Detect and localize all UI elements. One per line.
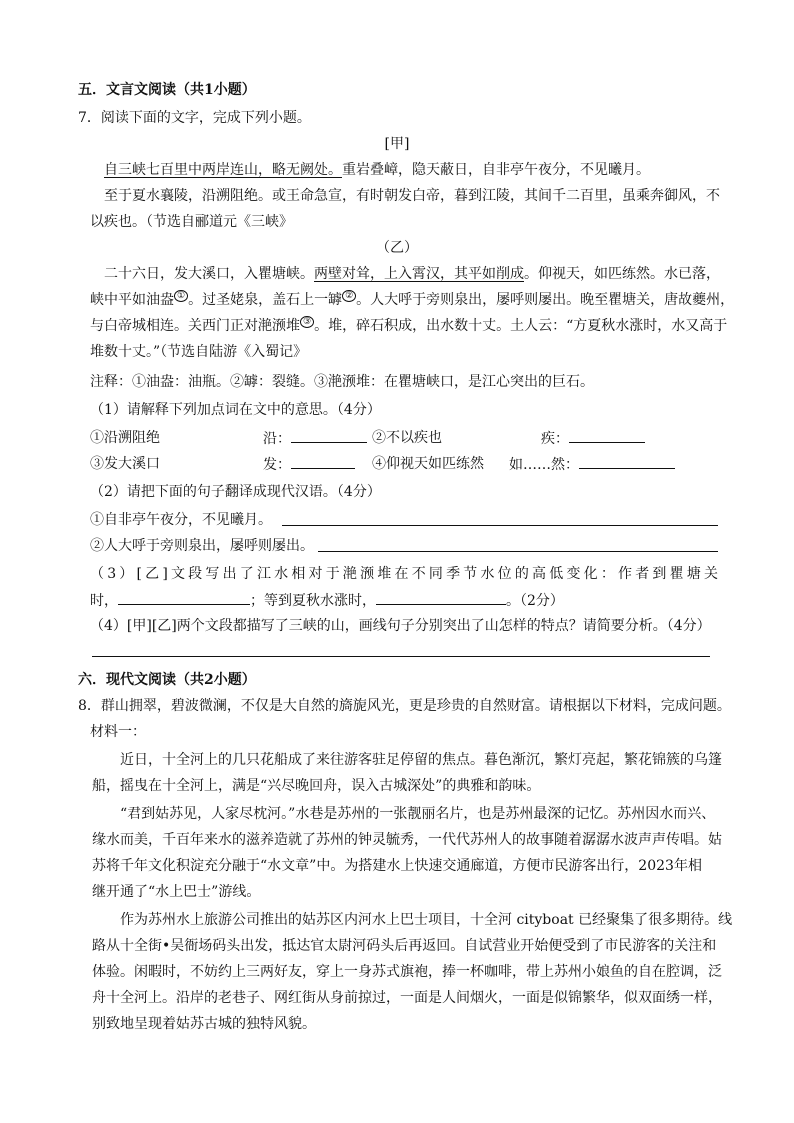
section-6-heading: 六．现代文阅读（共2小题） xyxy=(78,672,256,688)
q2-item-a: ①自非亭午夜分，不见曦月。 xyxy=(90,512,272,528)
answer-blank-q3-second[interactable] xyxy=(376,590,506,605)
q1-item-c-answer: 发： xyxy=(263,454,355,475)
passage-yi-mark: （乙） xyxy=(376,240,418,256)
answer-line-q2a[interactable] xyxy=(282,525,718,526)
answer-blank-ru-ran[interactable] xyxy=(579,454,675,469)
m1-p3-line4: 舟十全河上。沿岸的老巷子、网红街从身前掠过，一面是人间烟火，一面是似锦繁华，似双面绣一样， xyxy=(92,990,722,1006)
sub-question-3-line1: （3）[乙]文段写出了江水相对于滟滪堆在不同季节水位的高低变化：作者到瞿塘关 xyxy=(90,566,718,582)
passage-jia-mark: [甲] xyxy=(384,136,410,152)
sub-question-1: （1）请解释下列加点词在文中的意思。（4分） xyxy=(90,402,381,418)
m1-p2-line1: “君到姑苏见，人家尽枕河。”水巷是苏州的一张靓丽名片，也是苏州最深的记忆。苏州因水而兴、 xyxy=(120,806,716,822)
m1-p2-line2: 缘水而美，千百年来水的滋养造就了苏州的钟灵毓秀，一代代苏州人的故事随着潺潺水波声声传唱。姑 xyxy=(92,832,722,848)
answer-line-q4[interactable] xyxy=(92,656,710,657)
m1-p3-line1: 作为苏州水上旅游公司推出的姑苏区内河水上巴士项目，十全河 cityboat 已经聚集了很多期待。线 xyxy=(120,912,733,928)
sub-question-4: （4）[甲][乙]两个文段都描写了三峡的山，画线句子分别突出了山怎样的特点？请简要分析。（4分） xyxy=(90,618,711,634)
q1-item-a-answer: 沿： xyxy=(263,428,367,449)
question-8-intro: 8．群山拥翠，碧波微澜，不仅是大自然的旖旎风光，更是珍贵的自然财富。请根据以下材料，完成问题。 xyxy=(78,698,731,714)
passage-jia-p1: 自三峡七百里中两岸连山，略无阙处。重岩叠嶂，隐天蔽日，自非亭午夜分，不见曦月。 xyxy=(104,162,650,178)
q1-item-d: ④仰视天如匹练然 xyxy=(372,456,484,472)
note-marker-1: ① xyxy=(174,290,188,302)
sub-question-2: （2）请把下面的句子翻译成现代汉语。（4分） xyxy=(90,484,381,500)
m1-p1-line1: 近日，十全河上的几只花船成了来往游客驻足停留的焦点。暮色渐沉，繁灯亮起，繁花锦簇的乌篷 xyxy=(120,752,722,768)
passage-yi-line1: 二十六日，发大溪口，入瞿塘峡。两壁对耸，上入霄汉，其平如削成。仰视天，如匹练然。水已落， xyxy=(104,266,720,282)
note-marker-3: ③ xyxy=(300,316,314,328)
m1-p3-line5: 别致地呈现着姑苏古城的独特风貌。 xyxy=(92,1016,316,1032)
answer-blank-fa[interactable] xyxy=(291,454,355,469)
passage-yi-line3: 与白帝城相连。关西门正对滟滪堆 ③ 。堆，碎石积成，出水数十丈。土人云：“方夏秋水涨时，水又高于 xyxy=(90,317,728,334)
q1-item-c: ③发大溪口 xyxy=(90,456,160,472)
section-5-heading: 五．文言文阅读（共1小题） xyxy=(78,82,256,98)
m1-p2-line4: 继开通了“水上巴士”游线。 xyxy=(92,884,261,900)
m1-p1-line2: 船，摇曳在十全河上，满是“兴尽晚回舟，误入古城深处”的典雅和韵味。 xyxy=(92,778,541,794)
passage-yi-line4: 堆数十丈。”（节选自陆游《入蜀记》 xyxy=(90,344,308,360)
q1-item-b-answer: 疾： xyxy=(541,428,645,449)
sub-question-3-line2: 时， ；等到夏秋水涨时， 。（2分） xyxy=(90,590,564,611)
passage-jia-p2-line1: 至于夏水襄陵，沿溯阻绝。或王命急宣，有时朝发白帝，暮到江陵，其间千二百里，虽乘奔御风，不 xyxy=(104,188,720,204)
question-7-intro: 7．阅读下面的文字，完成下列小题。 xyxy=(78,110,311,126)
notes: 注释：①油盎：油瓶。②罅：裂缝。③滟滪堆：在瞿塘峡口，是江心突出的巨石。 xyxy=(90,374,594,390)
passage-yi-line2: 峡中平如油盎 ① 。过圣姥泉，盖石上一罅 ② 。人大呼于旁则泉出，屡呼则屡出。晚至瞿塘关，唐故夔州， xyxy=(90,291,735,308)
answer-blank-q3-first[interactable] xyxy=(118,590,250,605)
m1-p3-line3: 体验。闲暇时，不妨约上三两好友，穿上一身苏式旗袍，捧一杯咖啡，带上苏州小娘鱼的自在腔调，泛 xyxy=(92,964,722,980)
answer-blank-yan[interactable] xyxy=(291,428,367,443)
m1-p2-line3: 苏将千年文化积淀充分融于“水文章”中。为搭建水上快速交通廊道，方便市民游客出行，2023年相 xyxy=(92,858,702,874)
jia-underlined-sentence: 自三峡七百里中两岸连山，略无阙处。 xyxy=(104,162,342,178)
q1-item-a: ①沿溯阻绝 xyxy=(90,430,160,446)
material-1-label: 材料一： xyxy=(90,724,146,740)
note-marker-2: ② xyxy=(342,290,356,302)
passage-jia-p2-line2: 以疾也。（节选自郦道元《三峡》 xyxy=(90,214,293,230)
q2-item-b: ②人大呼于旁则泉出，屡呼则屡出。 xyxy=(90,538,314,554)
m1-p3-line2: 路从十全街•吴衙场码头出发，抵达官太尉河码头后再返回。自试营业开始便受到了市民游客的关注和 xyxy=(92,938,717,954)
answer-blank-ji[interactable] xyxy=(569,428,645,443)
q1-item-d-answer: 如……然： xyxy=(509,454,675,475)
yi-underlined-sentence: 两壁对耸，上入霄汉，其平如削成 xyxy=(314,266,524,282)
q1-item-b: ②不以疾也 xyxy=(372,430,442,446)
answer-line-q2b[interactable] xyxy=(318,551,718,552)
